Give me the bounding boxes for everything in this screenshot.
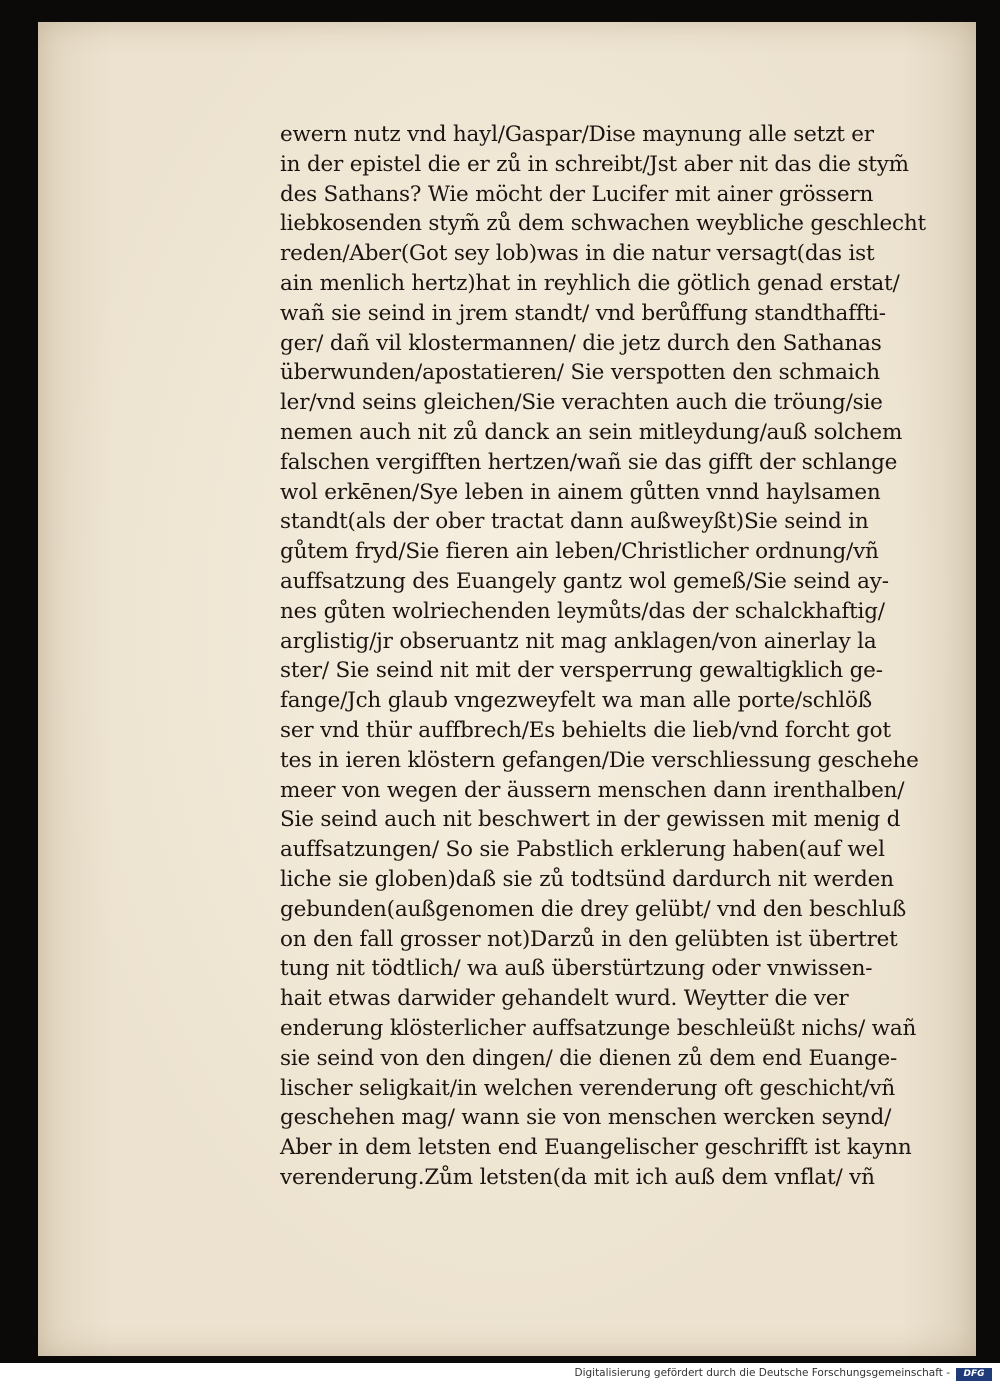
text-line: sie seind von den dingen/ die dienen zů dem end Euange- [280, 1045, 898, 1071]
text-line: ser vnd thür auffbrech/Es behielts die lieb/vnd forcht got [280, 717, 891, 743]
text-line: enderung klösterlicher auffsatzunge beschleüßt nichs/ wañ [280, 1015, 917, 1041]
text-line: auffsatzung des Euangely gantz wol gemeß/Sie seind ay- [280, 568, 889, 594]
text-line: arglistig/jr obseruantz nit mag anklagen/von ainerlay la [280, 628, 877, 654]
text-line: Sie seind auch nit beschwert in der gewissen mit menig d [280, 807, 901, 833]
text-line: hait etwas darwider gehandelt wurd. Weytter die ver [280, 986, 849, 1012]
text-line: falschen vergifften hertzen/wañ sie das gifft der schlange [280, 449, 898, 475]
text-line: wol erkēnen/Sye leben in ainem gůtten vnnd haylsamen [280, 479, 881, 505]
text-line: des Sathans? Wie möcht der Lucifer mit ainer grössern [280, 181, 874, 207]
text-line: reden/Aber(Got sey lob)was in die natur versagt(das ist [280, 241, 875, 267]
text-line: in der epistel die er zů in schreibt/Jst aber nit das die stym̃ [280, 151, 909, 177]
text-line: liebkosenden stym̃ zů dem schwachen weybliche geschlecht [280, 211, 926, 237]
text-line: ler/vnd seins gleichen/Sie verachten auch die tröung/sie [280, 390, 883, 416]
text-line: wañ sie seind in jrem standt/ vnd berůffung standthaffti- [280, 300, 886, 326]
text-line: verenderung.Zům letsten(da mit ich auß dem vnflat/ vñ [280, 1164, 875, 1190]
text-line: geschehen mag/ wann sie von menschen wercken seynd/ [280, 1105, 892, 1131]
footer-bar [0, 1363, 1000, 1386]
text-line: ewern nutz vnd hayl/Gaspar/Dise maynung alle setzt er [280, 122, 874, 147]
text-line: tes in ieren klöstern gefangen/Die verschliessung geschehe [280, 747, 919, 773]
text-line: ain menlich hertz)hat in reyhlich die götlich genad erstat/ [280, 270, 900, 296]
text-line: nemen auch nit zů danck an sein mitleydung/auß solchem [280, 419, 903, 445]
text-line: gebunden(außgenomen die drey gelübt/ vnd den beschluß [280, 896, 907, 922]
page-text-block [280, 120, 956, 1193]
text-line: fange/Jch glaub vngezweyfelt wa man alle porte/schlöß [280, 688, 872, 714]
text-line: standt(als der ober tractat dann außweyßt)Sie seind in [280, 509, 869, 535]
text-line: gůtem fryd/Sie fieren ain leben/Christlicher ordnung/vñ [280, 539, 879, 565]
text-line: lischer seligkait/in welchen verenderung oft geschicht/vñ [280, 1075, 896, 1101]
dfg-logo: DFG [956, 1368, 992, 1381]
text-line: meer von wegen der äussern menschen dann irenthalben/ [280, 777, 905, 803]
text-line: ger/ dañ vil klostermannen/ die jetz durch den Sathanas [280, 330, 882, 356]
book-page [38, 22, 976, 1356]
text-line: on den fall grosser not)Darzů in den gelübten ist übertret [280, 926, 898, 952]
text-line: tung nit tödtlich/ wa auß überstürtzung oder vnwissen- [280, 956, 873, 982]
text-line: auffsatzungen/ So sie Pabstlich erklerung haben(auf wel [280, 837, 885, 863]
text-line: überwunden/apostatieren/ Sie verspotten den schmaich [280, 360, 880, 386]
text-line: nes gůten wolriechenden leymůts/das der schalckhaftig/ [280, 598, 885, 624]
text-line: Aber in dem letsten end Euangelischer geschrifft ist kaynn [280, 1135, 912, 1161]
text-line: liche sie globen)daß sie zů todtsünd dardurch nit werden [280, 866, 894, 892]
text-line: ster/ Sie seind nit mit der versperrung gewaltigklich ge- [280, 658, 883, 684]
dfg-credit-text: Digitalisierung gefördert durch die Deutsche Forschungsgemeinschaft - [574, 1367, 950, 1379]
